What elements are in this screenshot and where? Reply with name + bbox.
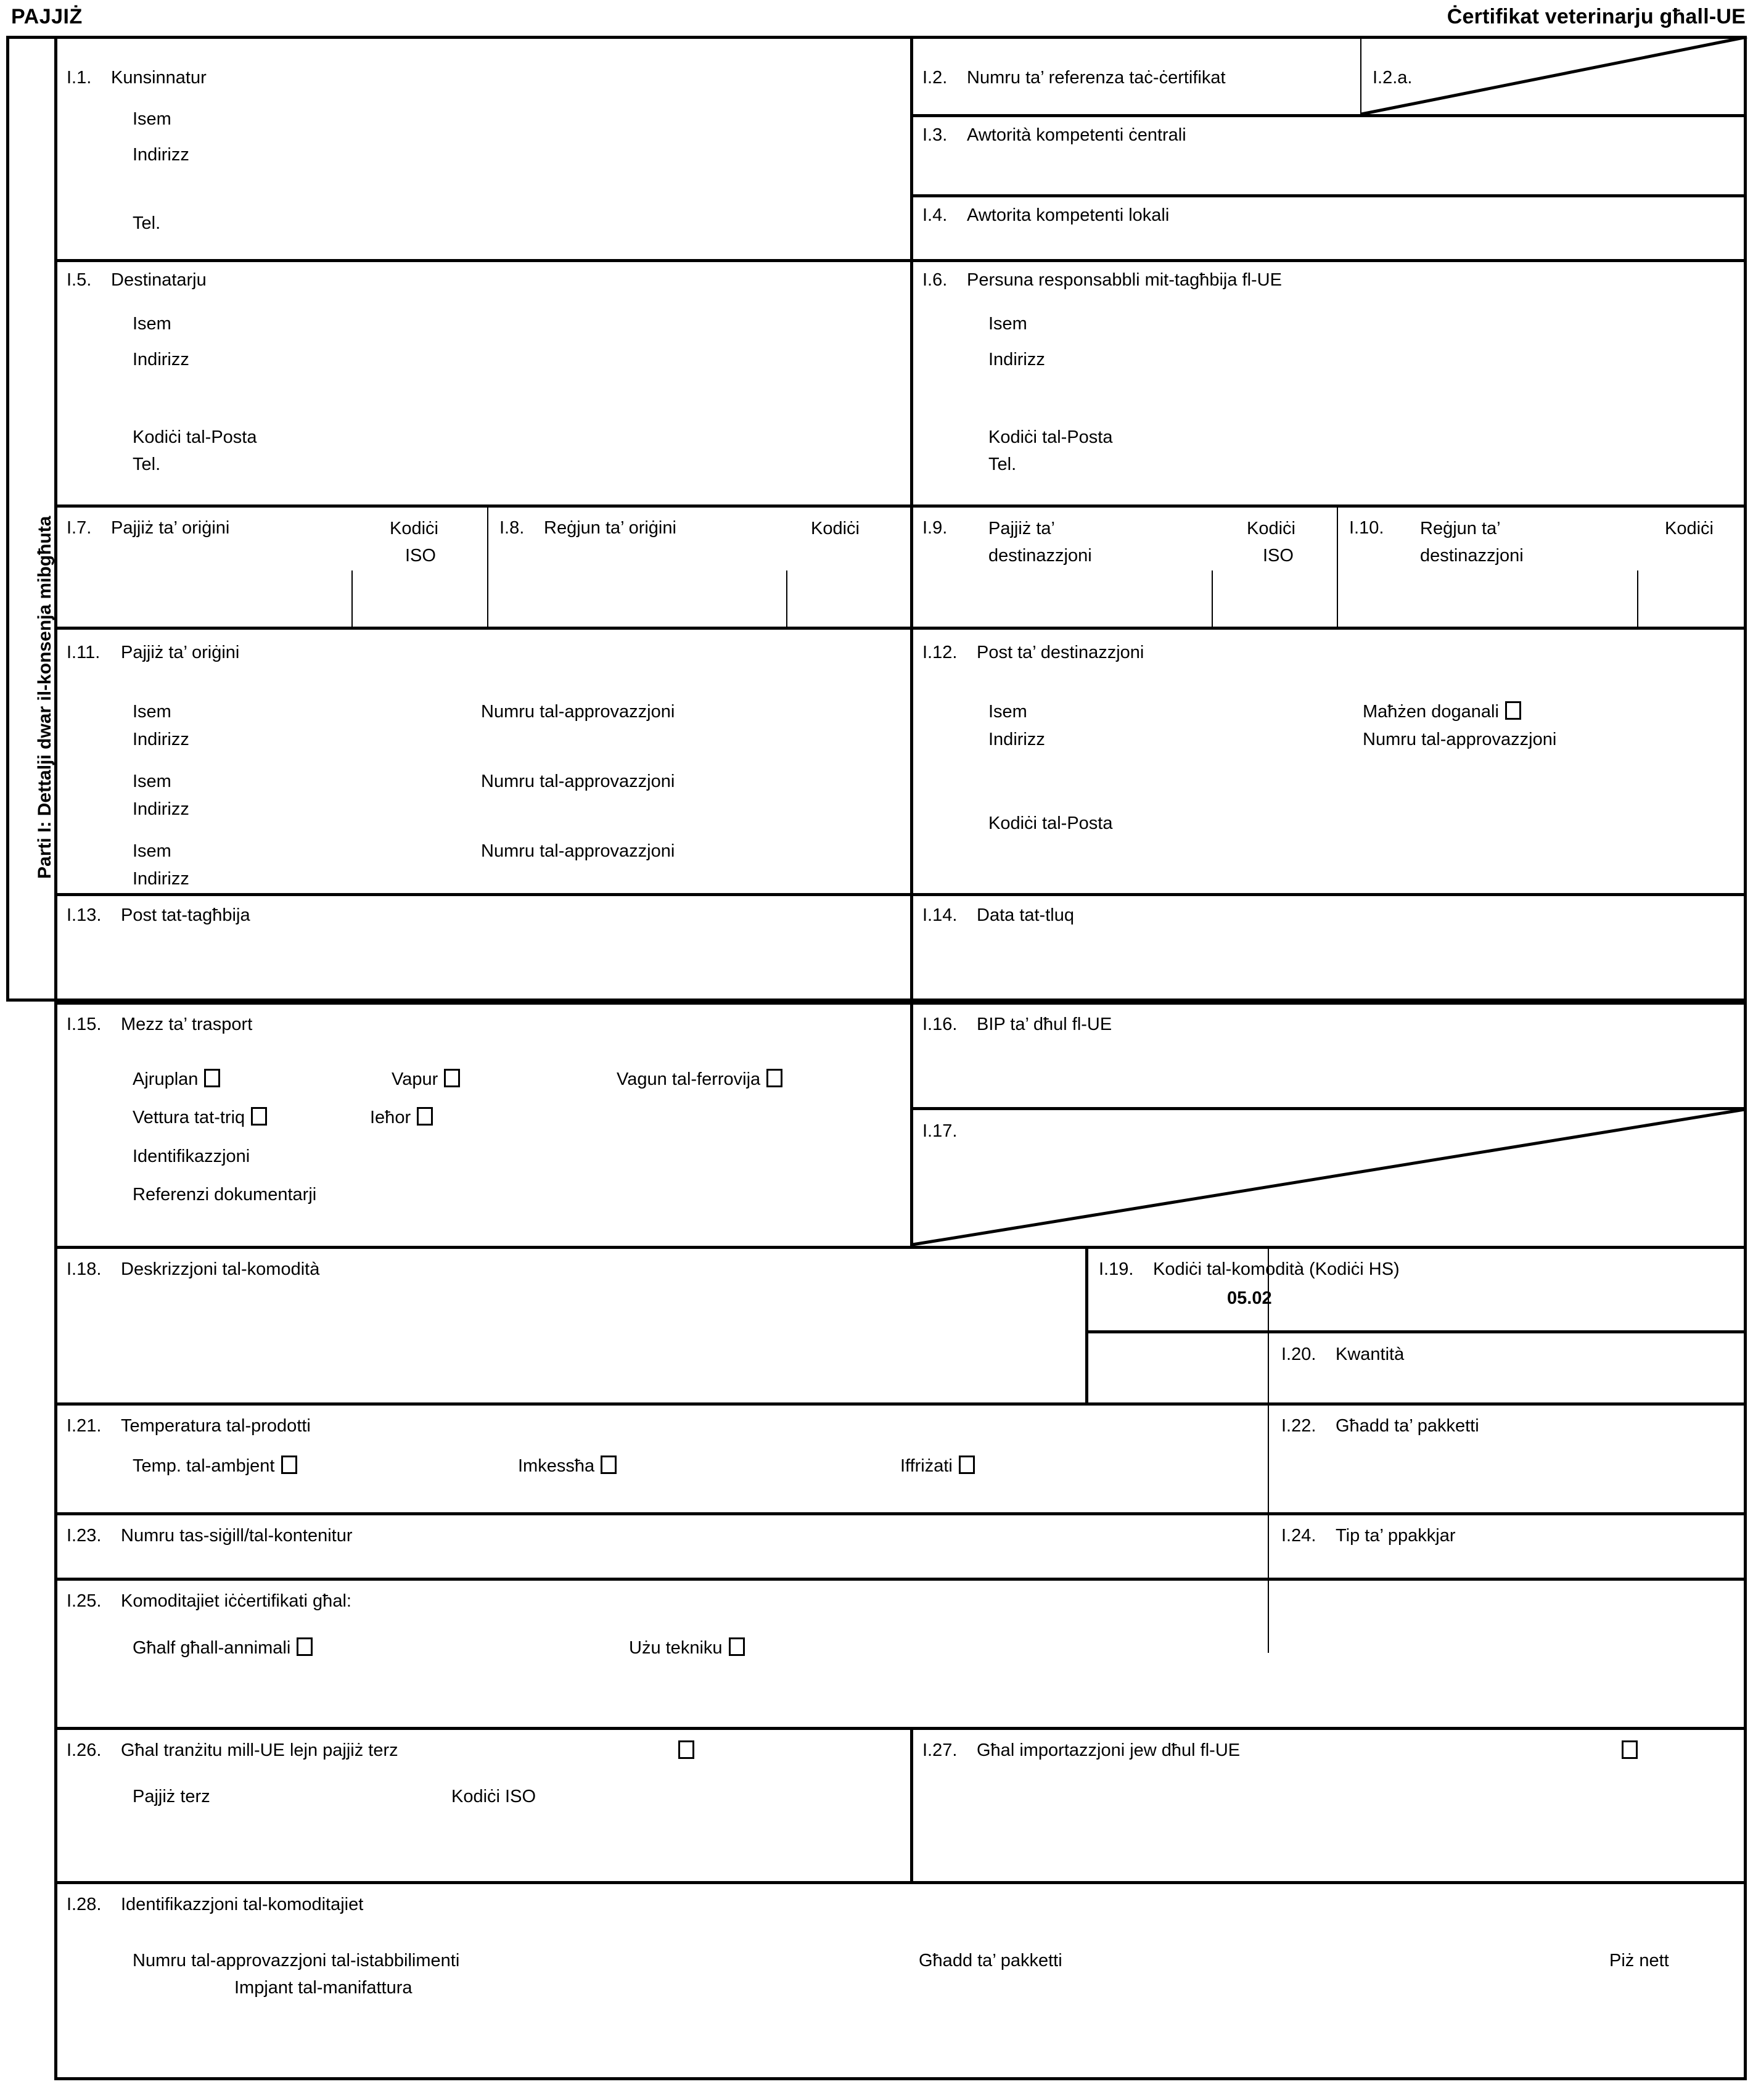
i11-entry-0-address-label: Indirizz bbox=[133, 730, 189, 749]
i15-other-checkbox[interactable] bbox=[417, 1107, 433, 1126]
field-i18 bbox=[67, 1259, 319, 1280]
i1-tel-label: Tel. bbox=[133, 213, 161, 233]
i21-number: I.21. bbox=[67, 1416, 102, 1436]
i11-title: Pajjiż ta’ oriġini bbox=[121, 643, 240, 662]
field-i16 bbox=[922, 1015, 1112, 1035]
i15-option-0-label: Ajruplan bbox=[133, 1069, 199, 1089]
rule-i21-bottom bbox=[54, 1512, 1747, 1515]
i8-number: I.8. bbox=[499, 518, 525, 538]
i15-airplane-checkbox[interactable] bbox=[204, 1069, 220, 1087]
i11-entry-0-approval-label: Numru tal-approvazzjoni bbox=[481, 702, 675, 722]
i21-option-2[interactable] bbox=[900, 1456, 975, 1476]
i5-address-label: Indirizz bbox=[133, 350, 189, 369]
i12-postcode-label: Kodiċi tal-Posta bbox=[988, 813, 1113, 833]
i15-option-4[interactable] bbox=[370, 1107, 433, 1128]
i11-entry-2-address-label: Indirizz bbox=[133, 869, 189, 889]
i11-entry-0-name-label: Isem bbox=[133, 702, 171, 722]
i15-identification-label: Identifikazzjoni bbox=[133, 1147, 250, 1166]
i15-number: I.15. bbox=[67, 1015, 102, 1034]
i11-number: I.11. bbox=[67, 643, 101, 662]
i21-ambient-checkbox[interactable] bbox=[281, 1456, 297, 1474]
i1-title: Kunsinnatur bbox=[111, 68, 207, 88]
i10-code-label-1: Kodiċi bbox=[1665, 519, 1714, 538]
country-title: PAJJIŻ bbox=[11, 5, 83, 28]
i9-title-line1: Pajjiż ta’ bbox=[988, 519, 1055, 538]
i9-number: I.9. bbox=[922, 518, 948, 538]
rule-i26-bottom bbox=[54, 1881, 1747, 1884]
i28-title: Identifikazzjoni tal-komoditajiet bbox=[121, 1895, 364, 1914]
i2-title: Numru ta’ referenza taċ-ċertifikat bbox=[967, 68, 1226, 88]
certificate-title: Ċertifikat veterinarju għall-UE bbox=[1447, 5, 1746, 28]
i6-address-label: Indirizz bbox=[988, 350, 1045, 369]
i10-number: I.10. bbox=[1349, 518, 1384, 538]
i24-title: Tip ta’ ppakkjar bbox=[1336, 1526, 1456, 1546]
i18-i19-divider bbox=[1085, 1246, 1088, 1402]
i18-number: I.18. bbox=[67, 1259, 102, 1279]
field-i6 bbox=[922, 270, 1282, 290]
field-i15 bbox=[67, 1015, 252, 1035]
i14-number: I.14. bbox=[922, 905, 958, 925]
i10-title-line1: Reġjun ta’ bbox=[1420, 519, 1501, 538]
i22-title: Għadd ta’ pakketti bbox=[1336, 1416, 1479, 1436]
i11-entry-2-approval-label: Numru tal-approvazzjoni bbox=[481, 841, 675, 861]
field-i7 bbox=[67, 518, 229, 538]
field-i14 bbox=[922, 905, 1074, 926]
i12-name-label: Isem bbox=[988, 702, 1027, 722]
i26-country-label: Pajjiż terz bbox=[133, 1787, 210, 1806]
rule-i18-bottom bbox=[54, 1402, 1747, 1406]
i3-title: Awtorità kompetenti ċentrali bbox=[967, 125, 1186, 145]
rule-i4-bottom bbox=[54, 259, 1747, 262]
field-i21 bbox=[67, 1416, 311, 1436]
i21-i22-divider bbox=[1268, 1402, 1269, 1653]
rule-i25-bottom bbox=[54, 1727, 1747, 1730]
field-i19 bbox=[1099, 1259, 1400, 1280]
i25-option-1-label: Użu tekniku bbox=[629, 1638, 723, 1658]
rule-i6-bottom bbox=[54, 504, 1747, 508]
i17-diagonal-strike bbox=[910, 1107, 1747, 1247]
i15-option-2[interactable] bbox=[617, 1069, 782, 1090]
field-i5 bbox=[67, 270, 207, 290]
rule-i12-bottom bbox=[54, 893, 1747, 896]
i10-title-line2: destinazzjoni bbox=[1420, 546, 1524, 566]
i26-i27-divider bbox=[910, 1727, 913, 1881]
i5-tel-label: Tel. bbox=[133, 455, 161, 474]
i19-number: I.19. bbox=[1099, 1259, 1134, 1279]
i6-tel-label: Tel. bbox=[988, 455, 1017, 474]
i8-code-divider bbox=[786, 570, 787, 627]
i8-code-label-1: Kodiċi bbox=[811, 519, 860, 538]
field-i23 bbox=[67, 1526, 353, 1546]
field-i3 bbox=[922, 125, 1186, 146]
i5-name-label: Isem bbox=[133, 314, 171, 334]
field-i1 bbox=[67, 68, 207, 88]
field-i11 bbox=[67, 643, 239, 663]
main-column-divider bbox=[910, 36, 913, 1002]
i11-entry-1-name-label: Isem bbox=[133, 772, 171, 791]
field-i2 bbox=[922, 68, 1226, 88]
i20-title: Kwantità bbox=[1336, 1344, 1405, 1364]
i5-number: I.5. bbox=[67, 270, 92, 290]
i15-documentary-label: Referenzi dokumentarji bbox=[133, 1185, 317, 1204]
i15-option-1[interactable] bbox=[392, 1069, 460, 1090]
field-i27 bbox=[922, 1740, 1240, 1761]
i21-chilled-checkbox[interactable] bbox=[601, 1456, 617, 1474]
i25-technical-checkbox[interactable] bbox=[729, 1637, 745, 1656]
field-i8 bbox=[499, 518, 676, 538]
i13-number: I.13. bbox=[67, 905, 102, 925]
i21-option-0-label: Temp. tal-ambjent bbox=[133, 1456, 275, 1476]
i12-customs-checkbox[interactable] bbox=[1505, 701, 1521, 720]
i28-col1-header-line2: Impjant tal-manifattura bbox=[234, 1978, 413, 1998]
i25-option-0[interactable] bbox=[133, 1637, 313, 1658]
i15-option-1-label: Vapur bbox=[392, 1069, 438, 1089]
i18-title: Deskrizzjoni tal-komodità bbox=[121, 1259, 320, 1279]
i25-number: I.25. bbox=[67, 1591, 102, 1611]
rule-i10-bottom bbox=[54, 627, 1747, 630]
i2-number: I.2. bbox=[922, 68, 948, 88]
i4-number: I.4. bbox=[922, 205, 948, 225]
i28-col2-header: Għadd ta’ pakketti bbox=[919, 1951, 1062, 1970]
rule-i19-bottom bbox=[1085, 1330, 1747, 1333]
i1-name-label: Isem bbox=[133, 109, 171, 129]
i11-entry-2-name-label: Isem bbox=[133, 841, 171, 861]
field-i26 bbox=[67, 1740, 398, 1761]
i26-number: I.26. bbox=[67, 1740, 102, 1760]
i9-title-line2: destinazzjoni bbox=[988, 546, 1092, 566]
i11-entry-1-approval-label: Numru tal-approvazzjoni bbox=[481, 772, 675, 791]
i26-iso-label: Kodiċi ISO bbox=[451, 1787, 536, 1806]
i23-title: Numru tas-siġill/tal-kontenitur bbox=[121, 1526, 353, 1546]
i25-option-0-label: Għalf għall-annimali bbox=[133, 1638, 291, 1658]
i15-ship-checkbox[interactable] bbox=[444, 1069, 460, 1087]
i11-entry-1-address-label: Indirizz bbox=[133, 799, 189, 819]
i2a-diagonal-strike bbox=[1360, 36, 1748, 115]
i15-railway-checkbox[interactable] bbox=[766, 1069, 782, 1087]
i17-number: I.17. bbox=[922, 1121, 958, 1141]
i12-customs-label: Maħżen doganali bbox=[1363, 702, 1499, 722]
i28-col3-header: Piż nett bbox=[1609, 1951, 1669, 1970]
i21-frozen-checkbox[interactable] bbox=[959, 1456, 975, 1474]
i15-option-3-label: Vettura tat-triq bbox=[133, 1108, 245, 1127]
i22-number: I.22. bbox=[1281, 1416, 1316, 1436]
rule-i23-bottom bbox=[54, 1578, 1747, 1581]
i3-number: I.3. bbox=[922, 125, 948, 145]
i7-title: Pajjiż ta’ oriġini bbox=[111, 518, 230, 538]
i5-title: Destinatarju bbox=[111, 270, 207, 290]
i9-i10-divider bbox=[1337, 504, 1338, 627]
rule-i17-bottom bbox=[54, 1246, 1747, 1249]
i23-number: I.23. bbox=[67, 1526, 102, 1546]
i19-value: 05.02 bbox=[1227, 1288, 1272, 1308]
i1-number: I.1. bbox=[67, 68, 92, 88]
i19-title: Kodiċi tal-komodità (Kodiċi HS) bbox=[1153, 1259, 1400, 1279]
i12-customs-warehouse-row bbox=[1363, 701, 1521, 722]
i6-name-label: Isem bbox=[988, 314, 1027, 334]
i16-title: BIP ta’ dħul fl-UE bbox=[977, 1015, 1112, 1034]
i8-title: Reġjun ta’ oriġini bbox=[544, 518, 676, 538]
i12-title: Post ta’ destinazzjoni bbox=[977, 643, 1144, 662]
i6-postcode-label: Kodiċi tal-Posta bbox=[988, 427, 1113, 447]
i14-title: Data tat-tluq bbox=[977, 905, 1074, 925]
part1-sidebar-label: Parti I: Dettalji dwar il-konsenja mibgħuta bbox=[35, 516, 55, 879]
i7-code-label-2: ISO bbox=[405, 546, 436, 566]
i27-import-checkbox[interactable] bbox=[1622, 1740, 1638, 1759]
i25-title: Komoditajiet iċċertifikati għal: bbox=[121, 1591, 351, 1611]
i7-i8-divider bbox=[487, 504, 488, 627]
i7-number: I.7. bbox=[67, 518, 92, 538]
field-i24 bbox=[1281, 1526, 1456, 1546]
i1-address-label: Indirizz bbox=[133, 145, 189, 165]
i26-transit-checkbox[interactable] bbox=[678, 1740, 694, 1759]
i12-approval-label: Numru tal-approvazzjoni bbox=[1363, 730, 1557, 749]
i9-code-label-2: ISO bbox=[1263, 546, 1294, 566]
i15-option-0[interactable] bbox=[133, 1069, 220, 1090]
field-i12 bbox=[922, 643, 1144, 663]
i27-number: I.27. bbox=[922, 1740, 958, 1760]
i15-option-2-label: Vagun tal-ferrovija bbox=[617, 1069, 761, 1089]
i20-number: I.20. bbox=[1281, 1344, 1316, 1364]
i12-number: I.12. bbox=[922, 643, 958, 662]
i25-option-1[interactable] bbox=[629, 1637, 745, 1658]
field-i22 bbox=[1281, 1416, 1479, 1436]
i15-roadvehicle-checkbox[interactable] bbox=[251, 1107, 267, 1126]
i12-address-label: Indirizz bbox=[988, 730, 1045, 749]
field-i20 bbox=[1281, 1344, 1404, 1365]
i21-option-1[interactable] bbox=[518, 1456, 617, 1476]
i21-option-1-label: Imkessħa bbox=[518, 1456, 595, 1476]
i24-number: I.24. bbox=[1281, 1526, 1316, 1546]
i2a-number: I.2.a. bbox=[1373, 68, 1413, 88]
i27-title: Għal importazzjoni jew dħul fl-UE bbox=[977, 1740, 1241, 1760]
i21-title: Temperatura tal-prodotti bbox=[121, 1416, 311, 1436]
i7-code-label-1: Kodiċi bbox=[390, 519, 438, 538]
i13-title: Post tat-tagħbija bbox=[121, 905, 250, 925]
rule-i3-bottom bbox=[910, 194, 1747, 197]
i5-postcode-label: Kodiċi tal-Posta bbox=[133, 427, 257, 447]
i6-number: I.6. bbox=[922, 270, 948, 290]
i9-code-label-1: Kodiċi bbox=[1247, 519, 1295, 538]
i15-option-3[interactable] bbox=[133, 1107, 267, 1128]
field-i13 bbox=[67, 905, 250, 926]
i28-col1-header-line1: Numru tal-approvazzjoni tal-istabbilimenti bbox=[133, 1951, 460, 1970]
i21-option-2-label: Iffriżati bbox=[900, 1456, 953, 1476]
i25-feed-checkbox[interactable] bbox=[297, 1637, 313, 1656]
i7-code-divider bbox=[351, 570, 353, 627]
i28-number: I.28. bbox=[67, 1895, 102, 1914]
page-header bbox=[0, 0, 1753, 35]
i9-code-divider bbox=[1212, 570, 1213, 627]
i4-title: Awtorita kompetenti lokali bbox=[967, 205, 1170, 225]
i15-option-4-label: Ieħor bbox=[370, 1108, 411, 1127]
i21-option-0[interactable] bbox=[133, 1456, 297, 1476]
field-i4 bbox=[922, 205, 1169, 226]
i10-code-divider bbox=[1637, 570, 1638, 627]
i26-title: Għal tranżitu mill-UE lejn pajjiż terz bbox=[121, 1740, 398, 1760]
field-i28 bbox=[67, 1895, 363, 1915]
i15-title: Mezz ta’ trasport bbox=[121, 1015, 253, 1034]
i6-title: Persuna responsabbli mit-tagħbija fl-UE bbox=[967, 270, 1282, 290]
field-i25 bbox=[67, 1591, 351, 1612]
i16-number: I.16. bbox=[922, 1015, 958, 1034]
